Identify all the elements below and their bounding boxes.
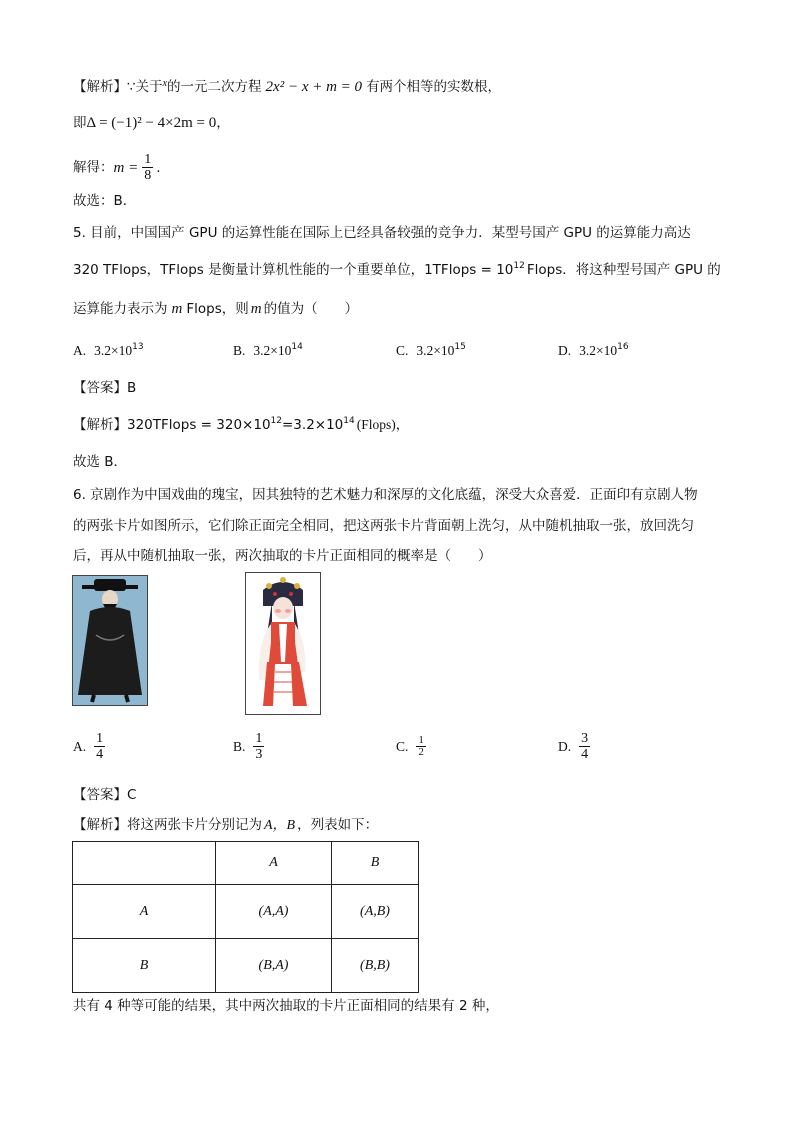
text: (Flops)， bbox=[356, 417, 410, 432]
q5-option-a[interactable] bbox=[73, 343, 144, 359]
denominator: 4 bbox=[96, 747, 104, 762]
option-label: B. bbox=[233, 738, 246, 754]
numerator: 1 bbox=[144, 152, 152, 167]
exponent: 15 bbox=[454, 342, 466, 352]
numerator: 3 bbox=[581, 731, 589, 746]
text: 【解析】将这两张卡片分别记为 bbox=[73, 817, 262, 833]
q5-answer: 【答案】B bbox=[73, 380, 137, 396]
q5-option-b[interactable] bbox=[233, 343, 303, 359]
q4-analysis-line1 bbox=[73, 74, 501, 97]
table-cell: (A,B) bbox=[332, 885, 419, 939]
option-value: 3.2×10 bbox=[253, 343, 292, 358]
text: ， bbox=[216, 115, 230, 131]
denominator: 4 bbox=[581, 747, 589, 762]
option-label: A. bbox=[73, 343, 87, 358]
numerator: 1 bbox=[418, 734, 424, 746]
opera-card-a-image bbox=[72, 575, 148, 706]
fraction bbox=[416, 735, 426, 758]
option-value: 3.2×10 bbox=[94, 343, 133, 358]
table-cell: (B,B) bbox=[332, 939, 419, 993]
q5-stem-line2 bbox=[73, 260, 721, 280]
table-cell: (A,A) bbox=[216, 885, 332, 939]
q6-option-b[interactable] bbox=[233, 731, 264, 762]
fraction bbox=[579, 731, 590, 762]
q5-conclusion: 故选 B． bbox=[73, 454, 128, 470]
text: 【解析】320TFlops = 320×10 bbox=[73, 417, 271, 433]
q6-stem-line3: 后，再从中随机抽取一张，两次抽取的卡片正面相同的概率是（ ） bbox=[73, 548, 492, 564]
option-label: A. bbox=[73, 738, 87, 754]
var-m: m bbox=[250, 301, 262, 317]
numerator: 1 bbox=[255, 731, 263, 746]
text: 运算能力表示为 bbox=[73, 301, 168, 317]
text: 【解析】∵关于 bbox=[73, 79, 163, 95]
q6-conclusion: 共有 4 种等可能的结果，其中两次抽取的卡片正面相同的结果有 2 种， bbox=[73, 998, 499, 1014]
text: 的值为（ ） bbox=[263, 301, 359, 317]
table-cell: A bbox=[73, 885, 216, 939]
table-cell bbox=[73, 842, 216, 885]
q4-analysis-line3 bbox=[73, 152, 161, 183]
opera-figure-dan-icon bbox=[245, 572, 321, 715]
option-value: 3.2×10 bbox=[416, 343, 455, 358]
exponent: 12 bbox=[270, 416, 282, 426]
table-row bbox=[73, 885, 419, 939]
var-x: x bbox=[162, 78, 168, 89]
exponent: 13 bbox=[132, 342, 144, 352]
q5-analysis bbox=[73, 415, 409, 435]
q6-stem-line1: 6. 京剧作为中国戏曲的瑰宝，因其独特的艺术魅力和深厚的文化底蕴，深受大众喜爱．正面印有京剧人物 bbox=[73, 487, 698, 503]
card-vars: A，B bbox=[264, 818, 296, 833]
q6-analysis bbox=[73, 815, 378, 836]
q4-analysis-line2 bbox=[73, 113, 230, 133]
opera-card-b-image bbox=[245, 572, 321, 715]
text: Flops，则 bbox=[186, 301, 249, 317]
q6-option-d[interactable] bbox=[558, 731, 590, 762]
q6-option-a[interactable] bbox=[73, 731, 105, 762]
opera-figure-robed-icon bbox=[72, 575, 148, 706]
option-value: 3.2×10 bbox=[579, 343, 618, 358]
table-header-row bbox=[73, 842, 419, 885]
option-label: C. bbox=[396, 738, 409, 754]
text: 解得： bbox=[73, 159, 114, 176]
q5-stem-line1: 5. 目前，中国国产 GPU 的运算性能在国际上已经具备较强的竞争力．某型号国产 GPU 的运算能力高达 bbox=[73, 225, 691, 241]
equation: 2x² − x + m = 0 bbox=[265, 79, 363, 95]
text: 即 bbox=[73, 115, 87, 131]
fraction bbox=[94, 731, 105, 762]
option-label: B. bbox=[233, 343, 246, 358]
text: 320 TFlops，TFlops 是衡量计算机性能的一个重要单位，1TFlops = 10 bbox=[73, 262, 514, 278]
text: 的一元二次方程 bbox=[167, 79, 262, 95]
text: Flops．将这种型号国产 GPU 的 bbox=[526, 262, 721, 278]
q5-option-d[interactable] bbox=[558, 343, 629, 359]
table-cell: B bbox=[73, 939, 216, 993]
option-label: D. bbox=[558, 738, 572, 754]
denominator: 8 bbox=[144, 168, 152, 183]
numerator: 1 bbox=[96, 731, 104, 746]
denominator: 2 bbox=[418, 746, 424, 758]
text: ，列表如下： bbox=[297, 817, 379, 833]
fraction bbox=[142, 152, 153, 183]
q4-conclusion: 故选：B． bbox=[73, 193, 137, 209]
q5-stem-line3 bbox=[73, 299, 358, 319]
table-cell: (B,A) bbox=[216, 939, 332, 993]
q6-answer: 【答案】C bbox=[73, 787, 137, 803]
exponent: 16 bbox=[617, 342, 629, 352]
exponent: 14 bbox=[343, 416, 355, 426]
fraction bbox=[253, 731, 264, 762]
table-row bbox=[73, 939, 419, 993]
option-label: C. bbox=[396, 343, 409, 358]
table-cell: B bbox=[332, 842, 419, 885]
option-label: D. bbox=[558, 343, 572, 358]
q6-option-c[interactable] bbox=[396, 735, 426, 758]
text: . bbox=[156, 159, 161, 176]
q5-option-c[interactable] bbox=[396, 343, 466, 359]
var-m: m bbox=[171, 301, 183, 317]
text: =3.2×10 bbox=[282, 417, 344, 433]
text: 有两个相等的实数根， bbox=[366, 79, 502, 95]
equation: Δ = (−1)² − 4×2m = 0 bbox=[86, 115, 217, 131]
q6-stem-line2: 的两张卡片如图所示，它们除正面完全相同，把这两张卡片背面朝上洗匀，从中随机抽取一张，放回洗匀 bbox=[73, 518, 694, 534]
outcome-table bbox=[72, 841, 419, 993]
table-cell: A bbox=[216, 842, 332, 885]
exponent: 14 bbox=[291, 342, 303, 352]
equation-lhs: m = bbox=[113, 159, 139, 176]
exponent: 12 bbox=[513, 261, 525, 271]
denominator: 3 bbox=[255, 747, 263, 762]
